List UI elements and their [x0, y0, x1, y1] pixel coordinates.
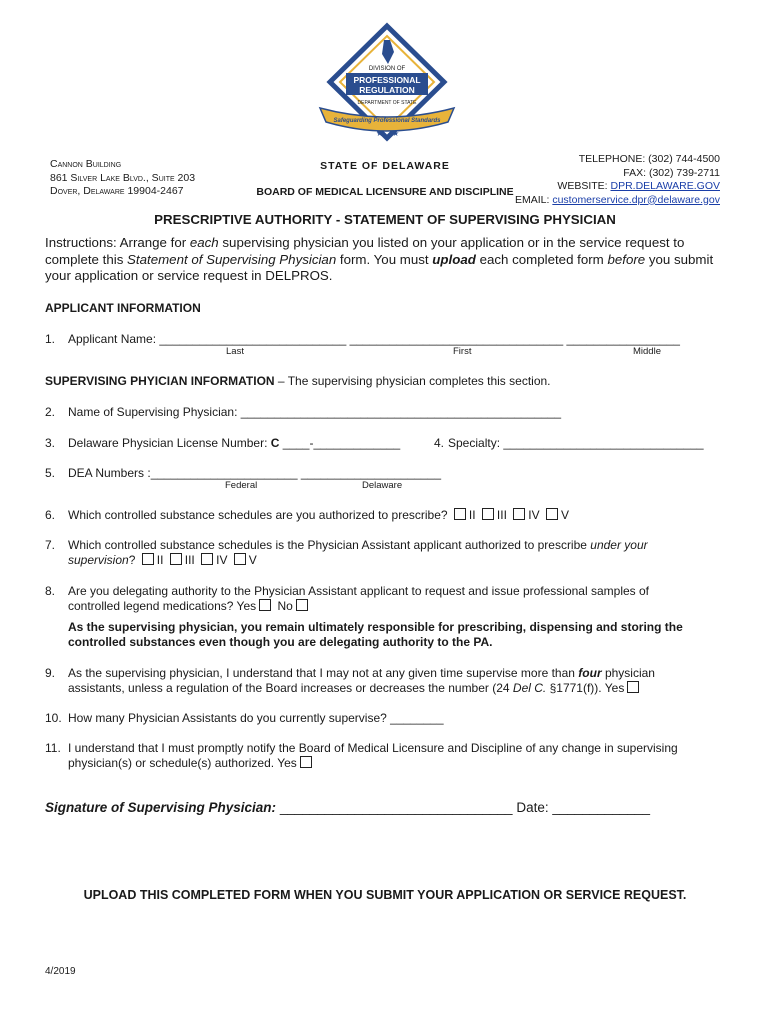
dea-numbers-field[interactable]: DEA Numbers :______________________ _____________________ [68, 466, 442, 480]
middle-caption: Middle [633, 346, 661, 357]
logo-line3: REGULATION [359, 85, 415, 95]
contact-info [515, 153, 720, 207]
schedule-iv-checkbox[interactable] [513, 508, 525, 520]
applicant-name-field[interactable]: Applicant Name: ____________________________ ________________________________ _________________ [68, 332, 680, 346]
office-address [50, 158, 195, 199]
pa-schedule-iv-checkbox[interactable] [201, 553, 213, 565]
license-number-field[interactable]: Delaware Physician License Number: C ____-_____________ [68, 436, 401, 450]
address-line: Cannon Building [50, 158, 122, 170]
applicant-section-heading: APPLICANT INFORMATION [45, 301, 201, 315]
first-caption: First [453, 346, 472, 357]
date-field[interactable]: Date: _____________ [516, 800, 650, 815]
upload-notice: UPLOAD THIS COMPLETED FORM WHEN YOU SUBMIT YOUR APPLICATION OR SERVICE REQUEST. [83, 888, 687, 902]
address-line: Dover, Delaware 19904-2467 [50, 185, 184, 197]
supervising-section-heading: SUPERVISING PHYICIAN INFORMATION – The supervising physician completes this section. [45, 374, 551, 388]
logo-line2: PROFESSIONAL [353, 75, 421, 85]
star-icon: ★ [376, 129, 384, 138]
telephone: TELEPHONE: (302) 744-4500 [578, 153, 720, 165]
delegate-yes-checkbox[interactable] [259, 599, 271, 611]
notify-yes-checkbox[interactable] [300, 756, 312, 768]
last-caption: Last [226, 346, 244, 357]
logo-line4: DEPARTMENT OF STATE [357, 100, 417, 106]
division-logo [316, 22, 458, 150]
pa-schedule-ii-checkbox[interactable] [142, 553, 154, 565]
revision-date: 4/2019 [45, 966, 76, 977]
website-label: WEBSITE: [557, 180, 611, 192]
state-name: STATE OF DELAWARE [320, 160, 450, 172]
logo-line1: DIVISION OF [368, 66, 406, 72]
instructions: Instructions: Arrange for each supervising physician you listed on your application or in the service request to complete this Statement of Supervising Physician form. You must upload each completed form before you submit your application or service request in DELPROS. [45, 235, 714, 283]
email-link[interactable]: customerservice.dpr@delaware.gov [552, 193, 720, 206]
physician-name-field[interactable]: Name of Supervising Physician: ________________________________________________ [68, 405, 562, 419]
fax: FAX: (302) 739-2711 [623, 166, 720, 179]
form-title: PRESCRIPTIVE AUTHORITY - STATEMENT OF SUPERVISING PHYSICIAN [154, 212, 616, 227]
signature-field[interactable]: _______________________________ [276, 800, 517, 815]
delaware-caption: Delaware [362, 480, 403, 491]
schedule-ii-checkbox[interactable] [454, 508, 466, 520]
pa-schedule-iii-checkbox[interactable] [170, 553, 182, 565]
email-label: EMAIL: [514, 193, 553, 206]
address-line: 861 Silver Lake Blvd., Suite 203 [50, 171, 196, 184]
website-link[interactable]: DPR.DELAWARE.GOV [610, 180, 720, 192]
signature-row [45, 800, 650, 815]
schedule-iii-checkbox[interactable] [482, 508, 494, 520]
star-icon: ★ [392, 129, 400, 138]
schedule-v-checkbox[interactable] [546, 508, 558, 520]
signature-label: Signature of Supervising Physician: [45, 800, 277, 815]
delegate-no-checkbox[interactable] [296, 599, 308, 611]
board-name: BOARD OF MEDICAL LICENSURE AND DISCIPLINE [256, 186, 514, 198]
logo-ribbon: Safeguarding Professional Standards [333, 118, 441, 124]
four-pa-yes-checkbox[interactable] [627, 681, 639, 693]
pa-schedule-v-checkbox[interactable] [234, 553, 246, 565]
responsibility-note: As the supervising physician, you remain ultimately responsible for prescribing, dispensing and storing the controlled substances even though you are delegating authority to the PA. [68, 620, 683, 649]
board-heading [240, 160, 530, 198]
pa-count-field[interactable]: How many Physician Assistants do you currently supervise? ________ [68, 711, 444, 725]
specialty-field[interactable]: Specialty: ______________________________ [448, 436, 704, 450]
federal-caption: Federal [225, 480, 258, 491]
